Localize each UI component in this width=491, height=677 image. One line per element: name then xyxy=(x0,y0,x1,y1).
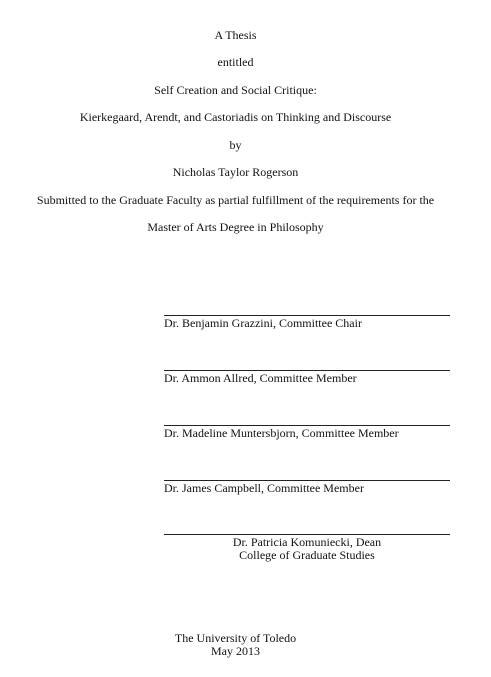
thesis-title-line-1: Self Creation and Social Critique: xyxy=(154,83,317,97)
entitled-text: entitled xyxy=(217,55,254,69)
signature-label-committee-chair: Dr. Benjamin Grazzini, Committee Chair xyxy=(164,316,362,330)
submission-date: May 2013 xyxy=(211,644,260,658)
dean-office: College of Graduate Studies xyxy=(239,548,375,562)
signature-label-committee-member-1: Dr. Ammon Allred, Committee Member xyxy=(164,371,357,385)
submission-statement-line-1: Submitted to the Graduate Faculty as partial fulfillment of the requirements for the xyxy=(36,193,435,207)
by-text: by xyxy=(229,138,242,152)
submission-statement-line-2: Master of Arts Degree in Philosophy xyxy=(147,220,324,234)
document-type: A Thesis xyxy=(214,28,257,42)
author-name: Nicholas Taylor Rogerson xyxy=(172,165,299,179)
signature-label-committee-member-2: Dr. Madeline Muntersbjorn, Committee Member xyxy=(164,426,399,440)
dean-name: Dr. Patricia Komuniecki, Dean xyxy=(232,535,382,549)
university-name: The University of Toledo xyxy=(174,631,297,645)
signature-label-committee-member-3: Dr. James Campbell, Committee Member xyxy=(164,481,364,495)
thesis-title-line-2: Kierkegaard, Arendt, and Castoriadis on Thinking and Discourse xyxy=(79,110,392,124)
